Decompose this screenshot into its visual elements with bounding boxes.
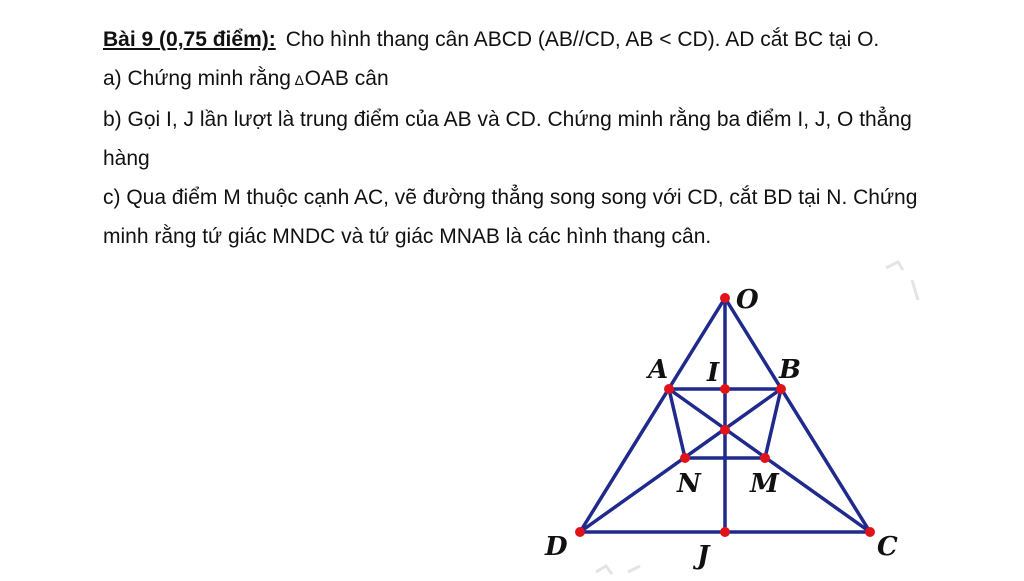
label-b: B: [779, 355, 801, 385]
point-m: [760, 453, 770, 463]
point-i: [720, 384, 730, 394]
label-c: C: [877, 532, 898, 562]
point-j: [720, 527, 730, 537]
part-b-line-1: b) Gọi I, J lần lượt là trung điểm của AB và CD. Chứng minh rằng ba điểm I, J, O thẳng: [103, 108, 912, 131]
point-o: [720, 293, 730, 303]
line-bd: [580, 389, 781, 532]
label-i: I: [707, 358, 720, 388]
point-b: [776, 384, 786, 394]
problem-intro: Cho hình thang cân ABCD (AB//CD, AB < CD). AD cắt BC tại O.: [285, 28, 880, 51]
point-n: [680, 453, 690, 463]
label-m: M: [750, 469, 779, 499]
label-d: D: [545, 532, 568, 562]
label-o: O: [736, 285, 759, 315]
line-ac: [669, 389, 870, 532]
label-n: N: [677, 469, 701, 499]
label-j: J: [697, 541, 710, 571]
part-a-rest: OAB cân: [304, 67, 389, 90]
point-c: [865, 527, 875, 537]
point-a: [664, 384, 674, 394]
part-c-line-1: c) Qua điểm M thuộc cạnh AC, vẽ đường thẳng song song với CD, cắt BD tại N. Chứng: [103, 186, 918, 209]
part-c-line-2: minh rằng tứ giác MNDC và tứ giác MNAB là các hình thang cân.: [103, 225, 712, 248]
part-a-text: a) Chứng minh rằng: [103, 67, 291, 90]
point-x: [720, 425, 730, 435]
figure-lines: [580, 298, 870, 532]
triangle-symbol: ∆: [295, 72, 304, 88]
label-a: A: [648, 355, 669, 385]
point-d: [575, 527, 585, 537]
part-b-line-2: hàng: [103, 147, 150, 170]
problem-title: Bài 9 (0,75 điểm):: [103, 28, 276, 51]
